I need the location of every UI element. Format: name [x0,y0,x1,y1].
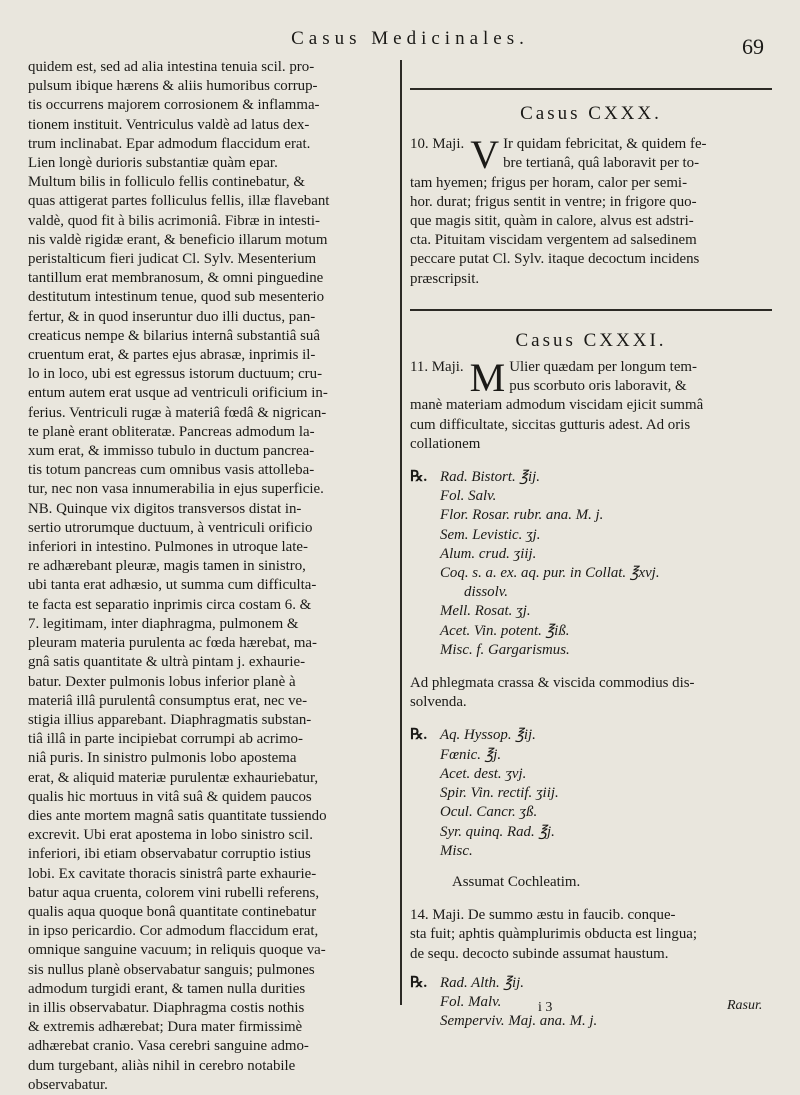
text-line: in ipso pericardio. Cor admodum flaccidum erat, [28,923,319,940]
text-line: 14. Maji. De summo æstu in faucib. conque- [410,907,676,924]
text-line: niâ puris. In sinistro pulmonis lobo apostema [28,750,297,767]
column-divider [400,60,402,1005]
text-line: Lien longè durioris substantiæ quàm epar. [28,155,278,172]
text-line: observabatur. [28,1076,108,1093]
recipe-item [410,564,772,583]
recipe-item [410,641,772,660]
text-line: admodum turgidi erant, & tamen nulla durities [28,980,306,997]
text-line: batur aqua cruenta, colorem vini rubelli referens, [28,884,320,901]
text-line: sta fuit; aphtis quàmplurimis obducta est lingua; [410,926,698,943]
text-line: cum difficultate, siccitas gutturis adest. Ad oris [410,416,691,433]
text-line: trum inclinabat. Epar admodum flaccidum erat. [28,135,311,152]
text-line: solvenda. [410,694,467,711]
entry-14-maji [410,906,772,964]
text-line: pus scorbuto oris laboravit, & [509,378,687,395]
recipe-ingredient: Fol. Malv. [440,993,502,1010]
recipe-ingredient: Fol. Salv. [440,488,497,505]
text-line: entum autem erat usque ad ventriculi orificium in- [28,385,328,402]
text-line: qualis hic mortuus in vitâ suâ & quidem paucos [28,788,312,805]
text-line: erat, & aliquid materiæ purulentæ exhauriebatur, [28,769,319,786]
recipe-ingredient: Acet. dest. ʒvj. [440,765,527,782]
recipe-ingredient: Ocul. Cancr. ʒß. [440,804,538,821]
case-130-dropcap: V [470,132,500,178]
text-line: in illis observabatur. Diaphragma costis nothis [28,999,305,1016]
text-line: Ulier quædam per longum tem- [509,359,697,376]
running-title: Casus Medicinales. [291,28,529,49]
text-line: præscripsit. [410,270,480,287]
text-line: quas attigerat partes folliculus fellis, illæ flavebant [28,193,330,210]
text-line: stigia illius apparebant. Diaphragmatis substan- [28,711,312,728]
case-131-date: 11. Maji. [410,359,464,376]
recipe-ingredient: Misc. f. Gargarismus. [440,641,570,658]
text-line: tiâ illâ in parte incipiebat corrumpi ab acrimo- [28,731,303,748]
text-line: quidem est, sed ad alia intestina tenuia scil. pro- [28,59,315,75]
text-line: tis totum pancreas cum omnibus vasis attollеba- [28,462,315,479]
recipe-ingredient: Misc. [440,842,473,859]
recipe-item [410,803,772,822]
text-line: batur. Dexter pulmonis lobus inferior planè à [28,673,296,690]
recipe-item [410,468,772,487]
text-line: te facta est separatio inprimis circa costam 6. & [28,596,312,613]
recipe-item [410,526,772,545]
recipe-ingredient: Alum. crud. ʒiij. [440,545,537,562]
recipe-symbol: ℞. [410,974,428,991]
text-line: excrevit. Ubi erat apostema in lobo sinistro scil. [28,827,313,844]
recipe-symbol: ℞. [410,727,428,744]
recipe-decoction [410,974,772,1032]
text-line: creaticus nempe & bilarius internâ substantiâ suâ [28,327,320,344]
recipe-item [410,842,772,861]
text-line: manè materiam admodum viscidam ejicit summâ [410,397,704,414]
case-130-entry [410,132,772,289]
recipe-ingredient: Coq. s. a. ex. aq. pur. in Collat. ℥xvj. [440,565,660,582]
text-line: Ad phlegmata crassa & viscida commodius dis- [410,675,695,692]
text-line: sis nullus planè observabatur sanguis; pulmones [28,961,315,978]
text-line: te planè erant obliteratæ. Pancreas admodum la- [28,423,315,440]
recipe-ingredient: Fœnic. ℥j. [440,746,502,763]
text-line: nis valdè rigidæ erant, & beneficio illarum motum [28,231,328,248]
assumat-line: Assumat Cochleatim. [452,873,581,890]
case-131-title: Casus CXXXI. [515,329,667,351]
text-line: bre tertianâ, quâ laboravit per to- [503,155,700,172]
recipe-item [410,784,772,803]
text-line: dies ante mortem magnâ satis quantitate tussiendo [28,807,327,824]
recipe-item [410,602,772,621]
text-line: cta. Pituitam viscidam vergentem ad salsedinem [410,232,697,249]
text-line: gnâ satis quantitate & ultrà pintam j. exhaurie- [28,654,306,671]
text-line: re adhærebant pleuræ, magis tamen in sinistro, [28,558,306,575]
case-131-dropcap: M [469,355,506,401]
text-line: materiâ illâ purulentâ consumptus erat, nec ve- [28,692,308,709]
text-line: Ir quidam febricitat, & quidem fe- [503,136,707,153]
case-130-date: 10. Maji. [410,136,465,153]
recipe-ingredient: Spir. Vin. rectif. ʒiij. [440,785,559,802]
recipe-ingredient: Acet. Vin. potent. ℥iß. [440,622,570,639]
recipe-gargarism [410,468,772,660]
recipe-ingredient: Sem. Levistic. ʒj. [440,526,541,543]
text-line: & extremis adhærebat; Dura mater firmissimè [28,1019,303,1036]
case-131-entry [410,355,772,454]
text-line: tis occurrens majorem corrosionem & inflamma- [28,97,320,114]
text-line: dum turgebant, aliàs nihil in cerebro notabile [28,1057,296,1074]
text-line: ferius. Ventriculi rugæ à materiâ fœdâ & nigrican- [28,404,327,421]
text-line: Multum bilis in folliculo fellis continebatur, & [28,174,305,191]
text-line: destitutum intestinum tenue, quod sub mesenterio [28,289,325,306]
text-line: hor. durat; frigus sentit in ventre; in frigore quo- [410,193,697,210]
recipe-item [410,765,772,784]
text-line: ubi tanta erat adhæsio, ut summa cum difficulta- [28,577,317,594]
recipe-ingredient: Flor. Rosar. rubr. ana. M. j. [440,507,604,524]
text-line: xum erat, & immisso tubulo in ductum pancrea- [28,443,315,460]
text-line: tantillum erat membranosum, & omni pinguedine [28,270,324,287]
left-column [28,58,396,1095]
recipe-continuation: dissolv. [464,584,508,601]
text-line: pulsum ibique hærens & aliis humoribus corrup- [28,78,318,95]
recipe-ingredient: Syr. quinq. Rad. ℥j. [440,823,555,840]
text-line: peristalticum fieri judicat Cl. Sylv. Mesenterium [28,251,317,268]
recipe-phlegmata [410,726,772,860]
text-line: adhærebat cranio. Vasa cerebri sanguine admo- [28,1038,309,1055]
text-line: inferiori in intestino. Pulmones in utroque late- [28,539,308,556]
text-line: omnique sanguine vacuum; in reliquis quoque va- [28,942,326,959]
text-line: 7. legitimam, inter diaphragma, pulmonem & [28,615,299,632]
text-line: NB. Quinque vix digitos transversos distat in- [28,500,302,517]
text-line: cruentum erat, & partes ejus abrasæ, inprimis il- [28,347,316,364]
recipe-item [410,1012,772,1031]
text-line: collationem [410,435,481,452]
phlegmata-text [410,674,772,712]
text-line: pleuram materia purulenta ac fœda hærebat, ma- [28,635,317,652]
recipe-item [410,746,772,765]
recipe-item [410,506,772,525]
text-line: qualis aqua quoque bonâ quantitate continebatur [28,903,317,920]
recipe-item [410,622,772,641]
signature-mark: i 3 [538,1000,553,1015]
text-line: tam hyemen; frigus per horam, calor per semi- [410,174,688,191]
text-line: que magis sitit, quàm in calore, alvus est adstri- [410,213,694,230]
text-line: tur, nec non vasa innumerabilia in ejus superficie. [28,481,324,498]
case-130-title: Casus CXXX. [520,103,662,124]
text-line: lobi. Ex cavitate thoracis sinistrâ parte exhaurie- [28,865,317,882]
recipe-symbol: ℞. [410,469,428,486]
recipe-ingredient: Semperviv. Maj. ana. M. j. [440,1013,598,1030]
text-line: peccare putat Cl. Sylv. itaque decoctum incidens [410,251,700,268]
text-line: tionem instituit. Ventriculus valdè ad latus dex- [28,116,310,133]
recipe-item [410,974,772,993]
text-line: inferiori, ibi etiam observabatur corruptio istius [28,846,311,863]
recipe-item [410,823,772,842]
recipe-ingredient: Aq. Hyssop. ℥ij. [440,727,536,744]
recipe-item [410,726,772,745]
text-line: valdè, quod fit à bilis acrimoniâ. Fibræ in intesti- [28,212,320,229]
recipe-item [410,487,772,506]
text-line: fertur, & in quod inseruntur duo illi ductus, pan- [28,308,316,325]
text-line: lo in loco, ubi est egressus istorum ductuum; cru- [28,366,323,383]
recipe-ingredient: Rad. Bistort. ℥ij. [440,469,541,486]
page-number: 69 [742,34,764,59]
recipe-item [410,545,772,564]
text-line: sertio utrorumque ductuum, à ventriculi orificio [28,519,313,536]
catchword: Rasur. [727,998,763,1013]
recipe-ingredient: Rad. Alth. ℥ij. [440,974,525,991]
text-line: de sequ. decocto subinde assumat haustum. [410,945,669,962]
recipe-item [410,993,772,1012]
recipe-ingredient: Mell. Rosat. ʒj. [440,603,531,620]
right-column [410,60,772,1031]
